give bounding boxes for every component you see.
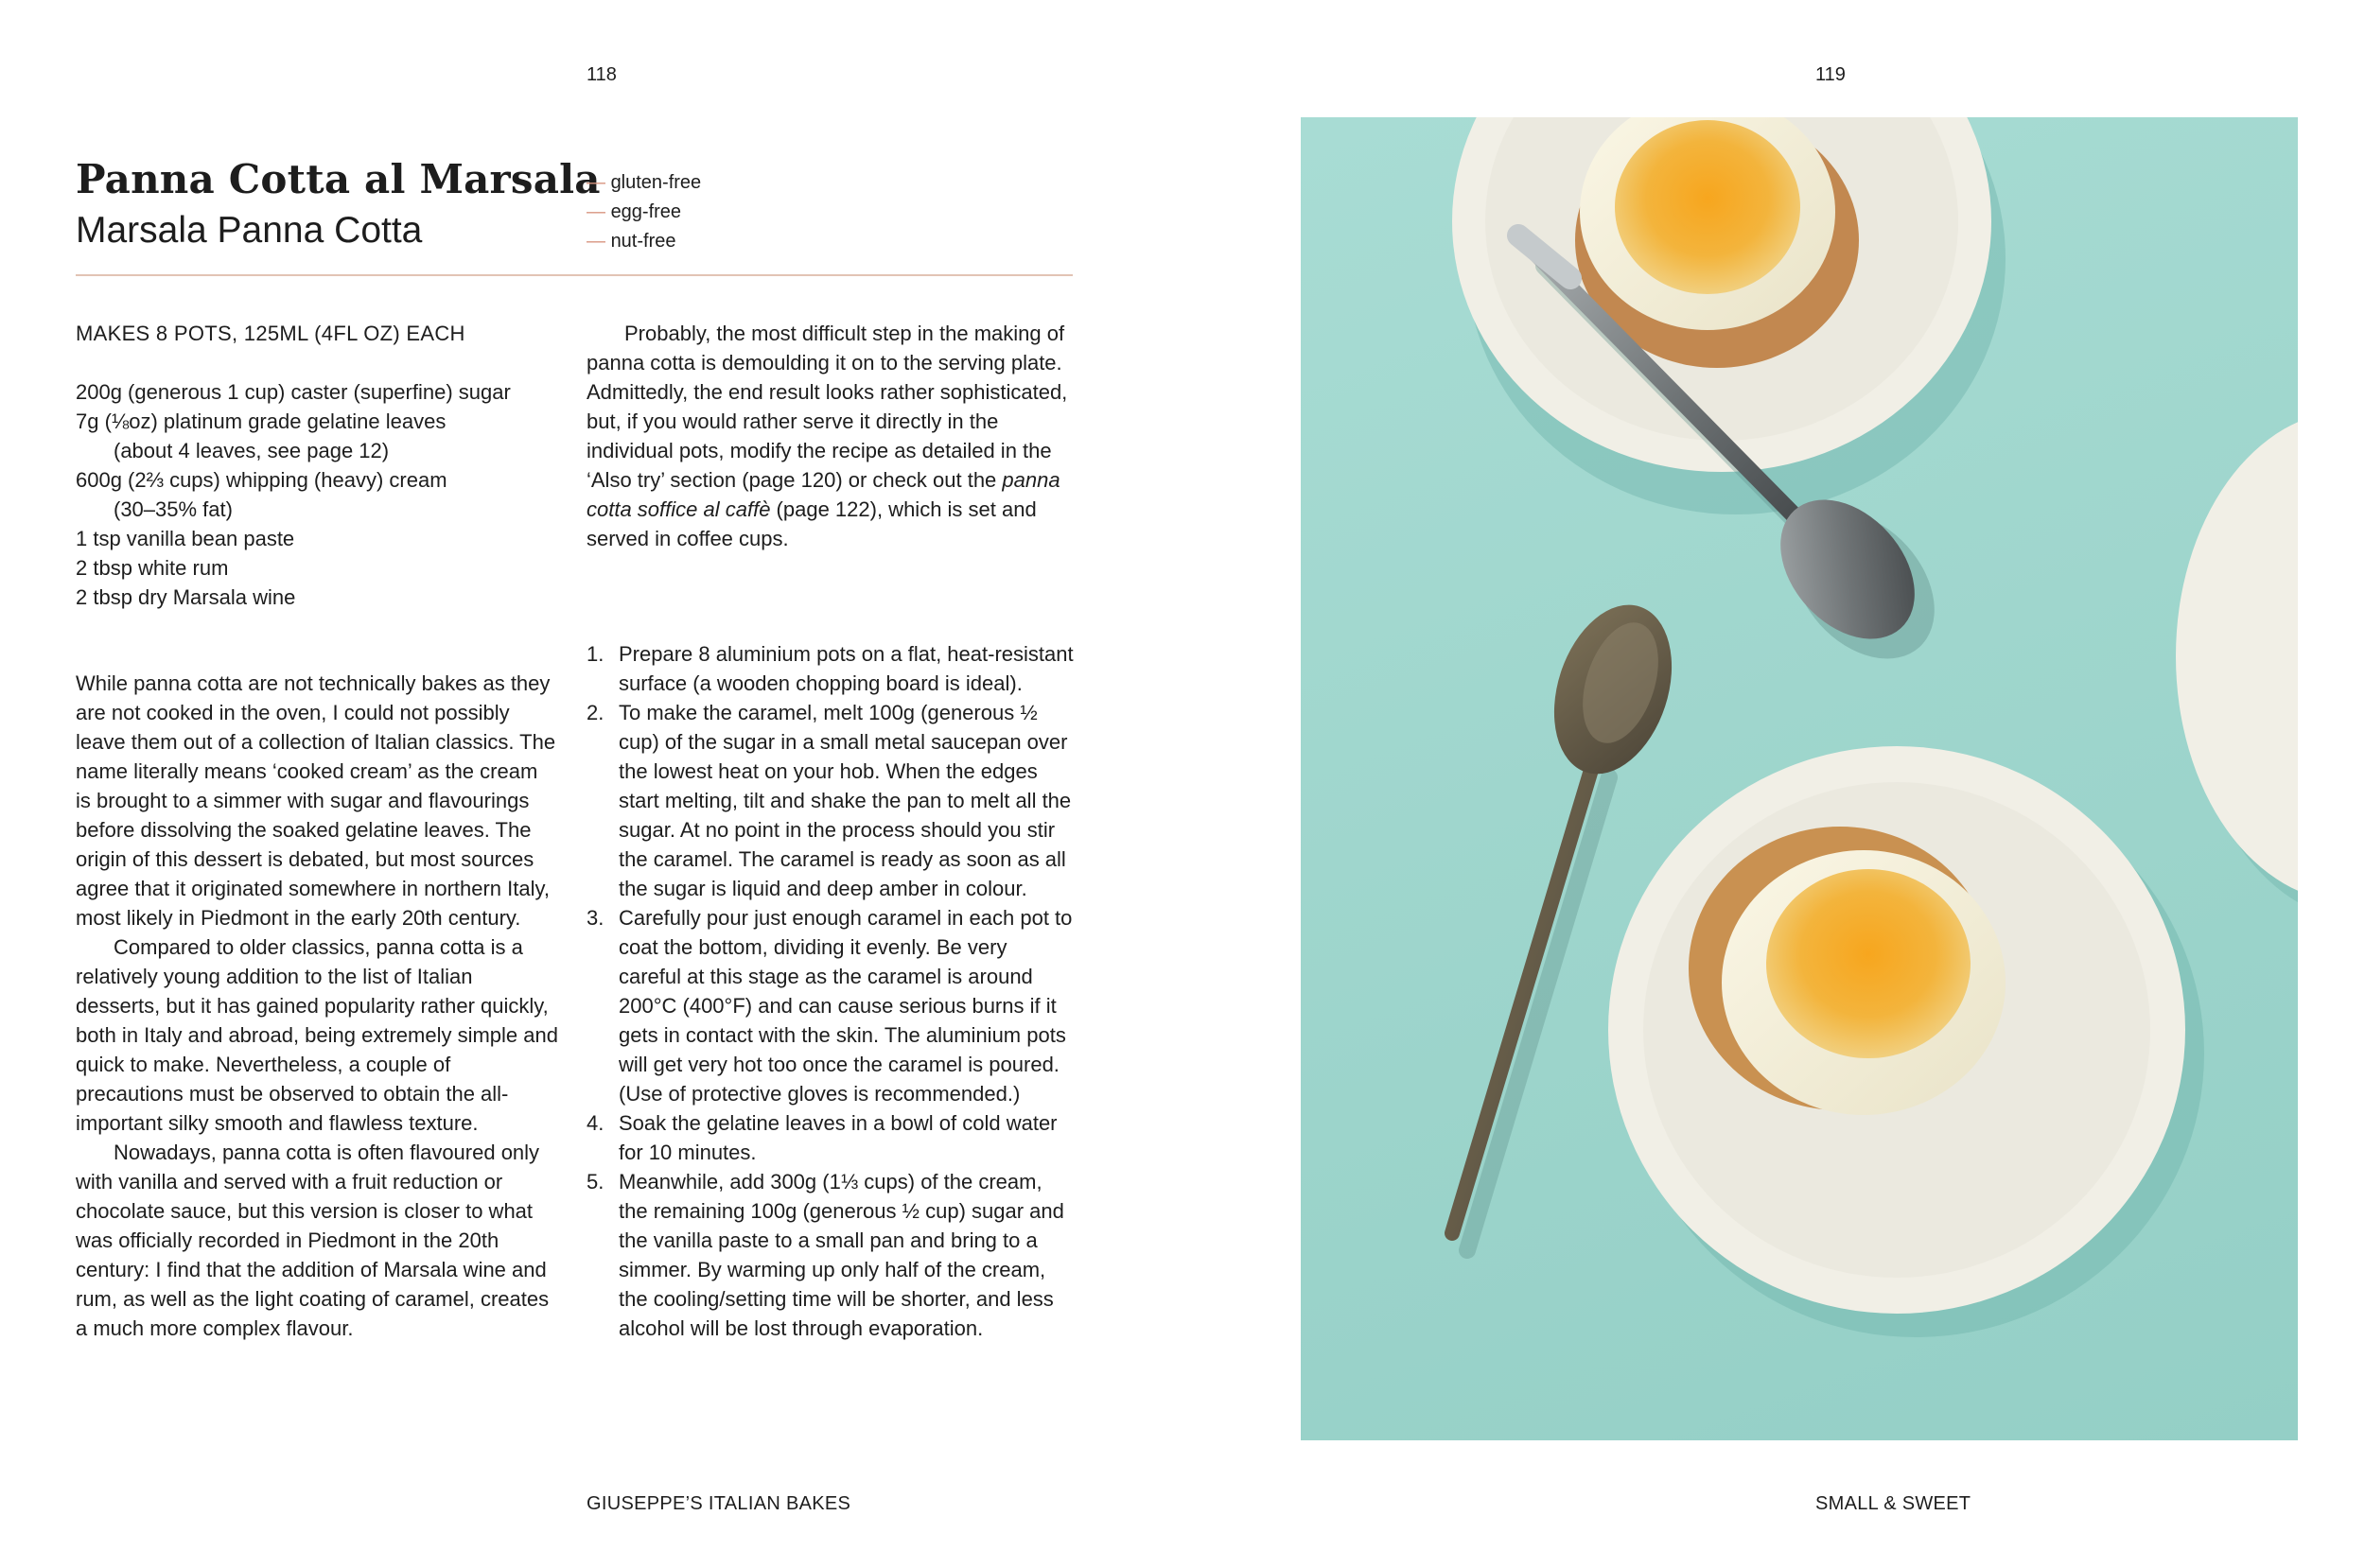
right-footer-section-title: SMALL & SWEET — [1815, 1493, 1971, 1514]
step-text: Carefully pour just enough caramel in each pot to coat the bottom, dividing it evenly. Be very careful at this stage as the caramel is around 200°C (400°F) and can cause serious burns if it gets in contact with the skin. The aluminium pots will get very hot too once the caramel is poured. (Use of protective gloves is recommended.) — [619, 906, 1073, 1106]
recipe-title-italian: Panna Cotta al Marsala — [76, 156, 601, 202]
note-italic-reference: panna cotta soffice al caffè — [587, 468, 1060, 521]
intro-paragraph: Nowadays, panna cotta is often flavoured only with vanilla and served with a fruit reduction or chocolate sauce, but this version is closer to what was officially recorded in Piedmont in the 20th century: I find that the addition of Marsala wine and rum, as well as the light coating of caramel, creates a much more complex flavour. — [76, 1141, 550, 1340]
dietary-tags — [587, 168, 701, 256]
method-step — [587, 639, 1074, 698]
step-number: 5. — [587, 1170, 604, 1193]
bottom-plate — [1608, 746, 2204, 1337]
tag-nut-free: — nut-free — [587, 227, 701, 256]
title-divider — [76, 274, 1073, 276]
tag-gluten-free: — gluten-free — [587, 168, 701, 198]
demoulding-note — [587, 319, 1074, 553]
method-steps — [587, 639, 1074, 1343]
method-step — [587, 1167, 1074, 1343]
method-step — [587, 903, 1074, 1108]
intro-paragraph: While panna cotta are not technically bakes as they are not cooked in the oven, I could not possibly leave them out of a collection of Italian classics. The name literally means ‘cooked cream’ as the cream is brought to a simmer with sugar and flavourings before dissolving the soaked gelatine leaves. The origin of this dessert is debated, but most sources agree that it originated somewhere in northern Italy, most likely in Piedmont in the early 20th century. — [76, 671, 556, 930]
intro-paragraph: Compared to older classics, panna cotta is a relatively young addition to the list of Italian desserts, but it has gained popularity rather quickly, both in Italy and abroad, being extremely simple and quick to make. Nevertheless, a couple of precautions must be observed to obtain the all-important silky smooth and flawless texture. — [76, 935, 558, 1135]
photo-illustration — [1301, 117, 2298, 1440]
ingredient-item-continuation: (30–35% fat) — [114, 497, 233, 521]
step-text: Soak the gelatine leaves in a bowl of cold water for 10 minutes. — [619, 1111, 1058, 1164]
method-step — [587, 698, 1074, 903]
ingredient-list — [76, 377, 558, 612]
step-number: 2. — [587, 701, 604, 724]
left-page-number: 118 — [587, 64, 617, 85]
method-step — [587, 1108, 1074, 1167]
step-number: 3. — [587, 906, 604, 930]
yield-line: MAKES 8 POTS, 125ML (4FL OZ) EACH — [76, 322, 465, 345]
step-number: 1. — [587, 642, 604, 666]
ingredient-item: 2 tbsp white rum — [76, 556, 229, 580]
ingredient-item: 200g (generous 1 cup) caster (superfine) sugar — [76, 380, 511, 404]
step-number: 4. — [587, 1111, 604, 1135]
ingredient-item: 2 tbsp dry Marsala wine — [76, 585, 296, 609]
step-text: Prepare 8 aluminium pots on a flat, heat-resistant surface (a wooden chopping board is ideal). — [619, 642, 1074, 695]
note-text: Probably, the most difficult step in the making of panna cotta is demoulding it on to the serving plate. Admittedly, the end result looks rather sophisticated, but, if you would rather serve it directly in the individual pots, modify the recipe as detailed in the ‘Also try’ section (page 120) or check out the — [587, 322, 1068, 492]
panna-cotta-photo — [1301, 117, 2298, 1440]
intro-text — [76, 669, 558, 1343]
step-text: To make the caramel, melt 100g (generous ½ cup) of the sugar in a small metal saucepan over the lowest heat on your hob. When the edges start melting, tilt and shake the pan to melt all the sugar. At no point in the process should you stir the caramel. The caramel is ready as soon as all the sugar is liquid and deep amber in colour. — [619, 701, 1072, 900]
ingredient-item: 600g (2⅔ cups) whipping (heavy) cream — [76, 468, 447, 492]
recipe-title-english: Marsala Panna Cotta — [76, 210, 423, 251]
note-text: (page 122), which is set and served in coffee cups. — [587, 497, 1037, 550]
demoulding-paragraph — [587, 319, 1074, 553]
tag-egg-free: — egg-free — [587, 198, 701, 227]
right-page-number: 119 — [1815, 64, 1846, 85]
ingredient-item: 1 tsp vanilla bean paste — [76, 527, 295, 550]
ingredient-item-continuation: (about 4 leaves, see page 12) — [114, 439, 390, 462]
step-text: Meanwhile, add 300g (1⅓ cups) of the cream, the remaining 100g (generous ½ cup) sugar and the vanilla paste to a small pan and bring to a simmer. By warming up only half of the cream, the cooling/setting time will be shorter, and less alcohol will be lost through evaporation. — [619, 1170, 1064, 1340]
partial-plate — [2176, 410, 2298, 921]
left-footer-book-title: GIUSEPPE’S ITALIAN BAKES — [587, 1493, 851, 1514]
ingredient-item: 7g (⅛oz) platinum grade gelatine leaves — [76, 409, 447, 433]
